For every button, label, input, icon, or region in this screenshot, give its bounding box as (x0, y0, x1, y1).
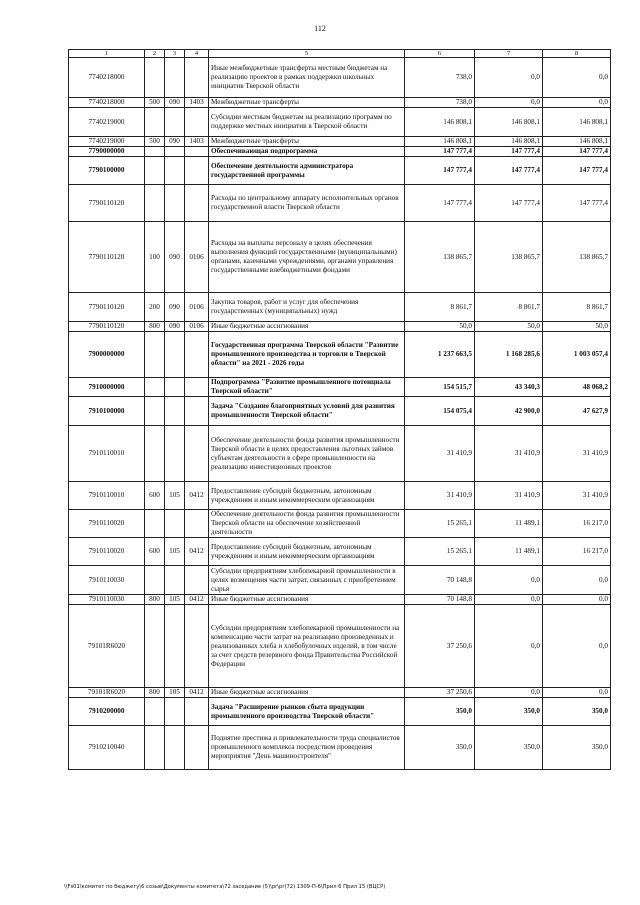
code-cell: 7910110010 (69, 482, 145, 510)
description-cell: Иные межбюджетные трансферты местным бюджетам на реализацию проектов в рамках поддержки школьных инициатив Тверской области (209, 58, 405, 98)
kvr-cell: 800 (145, 322, 165, 332)
kvr-cell: 800 (145, 688, 165, 698)
value-2024-cell: 738,0 (405, 98, 475, 108)
value-2024-cell: 350,0 (405, 698, 475, 726)
table-row (69, 605, 611, 688)
code-cell: 7910110010 (69, 426, 145, 482)
value-2024-cell: 1 237 663,5 (405, 332, 475, 378)
code-cell: 7910110030 (69, 566, 145, 595)
value-2026-cell: 8 861,7 (543, 293, 611, 322)
table-row (69, 58, 611, 98)
kvr-cell: 500 (145, 137, 165, 147)
section-cell (185, 147, 209, 157)
kvr-cell: 200 (145, 293, 165, 322)
value-2024-cell: 147 777,4 (405, 157, 475, 185)
section-cell: 0412 (185, 538, 209, 566)
code-cell: 7740218000 (69, 98, 145, 108)
value-2024-cell: 8 861,7 (405, 293, 475, 322)
value-2026-cell: 146 808,1 (543, 137, 611, 147)
table-row (69, 157, 611, 185)
description-cell: Обеспечивающая подпрограмма (209, 147, 405, 157)
gr-cell: 105 (165, 595, 185, 605)
value-2024-cell: 350,0 (405, 726, 475, 770)
value-2025-cell: 0,0 (475, 566, 543, 595)
code-cell: 7790110120 (69, 185, 145, 222)
value-2024-cell: 154 075,4 (405, 397, 475, 426)
value-2026-cell: 350,0 (543, 698, 611, 726)
value-2026-cell: 48 068,2 (543, 378, 611, 397)
kvr-cell: 100 (145, 222, 165, 293)
section-cell: 0412 (185, 482, 209, 510)
value-2024-cell: 147 777,4 (405, 147, 475, 157)
value-2024-cell: 70 148,8 (405, 566, 475, 595)
value-2024-cell: 146 808,1 (405, 108, 475, 137)
table-row (69, 688, 611, 698)
code-cell: 7910210040 (69, 726, 145, 770)
table-row (69, 566, 611, 595)
description-cell: Предоставление субсидий бюджетным, автономным учреждениям и иным некоммерческим организациям (209, 482, 405, 510)
value-2025-cell: 147 777,4 (475, 185, 543, 222)
code-cell: 7910110020 (69, 510, 145, 538)
header-cell: 7 (475, 50, 543, 58)
description-cell: Государственная программа Тверской области "Развитие промышленного производства и торговли в Тверской области" на 2021 - 2026 годы (209, 332, 405, 378)
value-2025-cell: 138 865,7 (475, 222, 543, 293)
kvr-cell (145, 397, 165, 426)
table-row (69, 98, 611, 108)
page-number: 112 (314, 24, 326, 33)
value-2026-cell: 31 410,9 (543, 426, 611, 482)
value-2025-cell: 147 777,4 (475, 147, 543, 157)
value-2025-cell: 146 808,1 (475, 108, 543, 137)
header-cell: 6 (405, 50, 475, 58)
gr-cell: 090 (165, 137, 185, 147)
table-row (69, 332, 611, 378)
gr-cell (165, 698, 185, 726)
description-cell: Обеспечение деятельности администратора государственной программы (209, 157, 405, 185)
description-cell: Обеспечение деятельности фонда развития промышленности Тверской области в целях предоставления льготных займов субъектам деятельности в сфере промышленности на реализацию инвестиционных проектов (209, 426, 405, 482)
file-path-footer: \\Fs01\комитет по бюджету\6 созыв\Документы комитета\72 заседание (5)\pr\pr(72) 1309-П-6\Прил 6 Прил 15 (ВЦСР) (64, 884, 386, 890)
header-cell: 1 (69, 50, 145, 58)
gr-cell (165, 726, 185, 770)
section-cell (185, 58, 209, 98)
value-2026-cell: 47 627,9 (543, 397, 611, 426)
description-cell: Расходы по центральному аппарату исполнительных органов государственной власти Тверской области (209, 185, 405, 222)
kvr-cell: 600 (145, 538, 165, 566)
gr-cell (165, 58, 185, 98)
value-2025-cell: 8 861,7 (475, 293, 543, 322)
code-cell: 7790110120 (69, 222, 145, 293)
value-2026-cell: 0,0 (543, 58, 611, 98)
section-cell (185, 332, 209, 378)
budget-table (68, 49, 611, 770)
table-row (69, 698, 611, 726)
description-cell: Субсидии предприятиям хлебопекарной промышленности на компенсацию части затрат на реализацию произведенных и реализованных хлеба и хлебобулочных изделий, в том числе за счет средств резервного фонда Правительства Российской Федерации (209, 605, 405, 688)
code-cell: 7910000000 (69, 378, 145, 397)
section-cell (185, 510, 209, 538)
kvr-cell: 600 (145, 482, 165, 510)
kvr-cell (145, 147, 165, 157)
section-cell: 0412 (185, 595, 209, 605)
value-2025-cell: 350,0 (475, 726, 543, 770)
value-2026-cell: 0,0 (543, 98, 611, 108)
gr-cell: 090 (165, 222, 185, 293)
gr-cell (165, 397, 185, 426)
kvr-cell: 500 (145, 98, 165, 108)
kvr-cell (145, 108, 165, 137)
section-cell (185, 726, 209, 770)
gr-cell (165, 332, 185, 378)
value-2025-cell: 11 489,1 (475, 510, 543, 538)
table-row (69, 322, 611, 332)
header-cell: 2 (145, 50, 165, 58)
section-cell (185, 108, 209, 137)
code-cell: 7790110120 (69, 293, 145, 322)
section-cell: 0106 (185, 222, 209, 293)
gr-cell: 090 (165, 98, 185, 108)
header-cell: 8 (543, 50, 611, 58)
gr-cell (165, 147, 185, 157)
section-cell (185, 397, 209, 426)
value-2025-cell: 0,0 (475, 58, 543, 98)
description-cell: Обеспечение деятельности фонда развития промышленности Тверской области на обеспечение хозяйственной деятельности (209, 510, 405, 538)
gr-cell (165, 605, 185, 688)
kvr-cell (145, 378, 165, 397)
table-row (69, 595, 611, 605)
gr-cell (165, 185, 185, 222)
section-cell: 0106 (185, 322, 209, 332)
value-2026-cell: 147 777,4 (543, 157, 611, 185)
table-row (69, 538, 611, 566)
description-cell: Субсидии предприятиям хлебопекарной промышленности в целях возмещения части затрат, связанных с приобретением сырья (209, 566, 405, 595)
gr-cell: 105 (165, 688, 185, 698)
table-row (69, 510, 611, 538)
gr-cell: 105 (165, 538, 185, 566)
value-2024-cell: 15 265,1 (405, 510, 475, 538)
kvr-cell (145, 185, 165, 222)
section-cell: 1403 (185, 98, 209, 108)
section-cell (185, 605, 209, 688)
description-cell: Иные бюджетные ассигнования (209, 688, 405, 698)
kvr-cell (145, 157, 165, 185)
section-cell (185, 185, 209, 222)
value-2026-cell: 0,0 (543, 566, 611, 595)
table-header-row (69, 50, 611, 58)
code-cell: 7900000000 (69, 332, 145, 378)
gr-cell (165, 566, 185, 595)
value-2025-cell: 50,0 (475, 322, 543, 332)
code-cell: 79101R6020 (69, 688, 145, 698)
code-cell: 7910200000 (69, 698, 145, 726)
gr-cell (165, 426, 185, 482)
description-cell: Задача "Расширение рынков сбыта продукции промышленного производства Тверской области" (209, 698, 405, 726)
code-cell: 7740219000 (69, 108, 145, 137)
kvr-cell (145, 332, 165, 378)
code-cell: 7790000000 (69, 147, 145, 157)
description-cell: Задача "Создание благоприятных условий для развития промышленности Тверской области" (209, 397, 405, 426)
code-cell: 7740219000 (69, 137, 145, 147)
value-2024-cell: 138 865,7 (405, 222, 475, 293)
description-cell: Субсидии местным бюджетам на реализацию программ по поддержке местных инициатив в Тверской области (209, 108, 405, 137)
gr-cell (165, 157, 185, 185)
kvr-cell (145, 726, 165, 770)
table-row (69, 147, 611, 157)
description-cell: Межбюджетные трансферты (209, 137, 405, 147)
description-cell: Межбюджетные трансферты (209, 98, 405, 108)
value-2026-cell: 350,0 (543, 726, 611, 770)
value-2026-cell: 1 003 057,4 (543, 332, 611, 378)
value-2026-cell: 31 410,9 (543, 482, 611, 510)
value-2025-cell: 11 489,1 (475, 538, 543, 566)
description-cell: Иные бюджетные ассигнования (209, 322, 405, 332)
value-2025-cell: 0,0 (475, 688, 543, 698)
gr-cell: 090 (165, 322, 185, 332)
value-2024-cell: 37 250,6 (405, 688, 475, 698)
table-row (69, 293, 611, 322)
value-2024-cell: 31 410,9 (405, 426, 475, 482)
table-row (69, 222, 611, 293)
section-cell: 0106 (185, 293, 209, 322)
table-row (69, 185, 611, 222)
table-row (69, 426, 611, 482)
table-row (69, 397, 611, 426)
description-cell: Иные бюджетные ассигнования (209, 595, 405, 605)
kvr-cell (145, 698, 165, 726)
value-2025-cell: 0,0 (475, 595, 543, 605)
value-2024-cell: 146 808,1 (405, 137, 475, 147)
value-2024-cell: 70 148,8 (405, 595, 475, 605)
table-row (69, 482, 611, 510)
table-row (69, 137, 611, 147)
code-cell: 7910110020 (69, 538, 145, 566)
description-cell: Подпрограмма "Развитие промышленного потенциала Тверской области" (209, 378, 405, 397)
code-cell: 7910100000 (69, 397, 145, 426)
value-2024-cell: 147 777,4 (405, 185, 475, 222)
value-2025-cell: 43 340,3 (475, 378, 543, 397)
value-2026-cell: 50,0 (543, 322, 611, 332)
kvr-cell (145, 58, 165, 98)
code-cell: 7790110120 (69, 322, 145, 332)
value-2026-cell: 0,0 (543, 688, 611, 698)
value-2026-cell: 0,0 (543, 595, 611, 605)
value-2026-cell: 138 865,7 (543, 222, 611, 293)
value-2025-cell: 31 410,9 (475, 482, 543, 510)
gr-cell: 090 (165, 293, 185, 322)
gr-cell (165, 510, 185, 538)
value-2024-cell: 50,0 (405, 322, 475, 332)
section-cell: 1403 (185, 137, 209, 147)
gr-cell (165, 108, 185, 137)
gr-cell: 105 (165, 482, 185, 510)
code-cell: 79101R6020 (69, 605, 145, 688)
section-cell (185, 426, 209, 482)
code-cell: 7740218000 (69, 58, 145, 98)
description-cell: Расходы на выплаты персоналу в целях обеспечения выполнения функций государственными (муниципальными) органами, казенными учреждениями, органами управления государственными внебюджетными фондами (209, 222, 405, 293)
section-cell (185, 378, 209, 397)
value-2026-cell: 147 777,4 (543, 147, 611, 157)
value-2025-cell: 42 900,0 (475, 397, 543, 426)
value-2024-cell: 15 265,1 (405, 538, 475, 566)
value-2025-cell: 350,0 (475, 698, 543, 726)
code-cell: 7910110030 (69, 595, 145, 605)
description-cell: Поднятие престижа и привлекательности труда специалистов промышленного комплекса посредством проведения мероприятия "День машиностроителя" (209, 726, 405, 770)
kvr-cell: 800 (145, 595, 165, 605)
value-2025-cell: 31 410,9 (475, 426, 543, 482)
section-cell (185, 566, 209, 595)
description-cell: Закупка товаров, работ и услуг для обеспечения государственных (муниципальных) нужд (209, 293, 405, 322)
table-row (69, 378, 611, 397)
section-cell (185, 157, 209, 185)
section-cell (185, 698, 209, 726)
value-2026-cell: 0,0 (543, 605, 611, 688)
value-2026-cell: 16 217,0 (543, 538, 611, 566)
table-row (69, 108, 611, 137)
header-cell: 4 (185, 50, 209, 58)
kvr-cell (145, 605, 165, 688)
header-cell: 3 (165, 50, 185, 58)
header-cell: 5 (209, 50, 405, 58)
code-cell: 7790100000 (69, 157, 145, 185)
value-2025-cell: 1 168 285,6 (475, 332, 543, 378)
value-2024-cell: 31 410,9 (405, 482, 475, 510)
value-2026-cell: 146 808,1 (543, 108, 611, 137)
value-2024-cell: 738,0 (405, 58, 475, 98)
gr-cell (165, 378, 185, 397)
value-2025-cell: 0,0 (475, 605, 543, 688)
value-2026-cell: 16 217,0 (543, 510, 611, 538)
value-2025-cell: 146 808,1 (475, 137, 543, 147)
value-2026-cell: 147 777,4 (543, 185, 611, 222)
kvr-cell (145, 566, 165, 595)
value-2024-cell: 37 250,6 (405, 605, 475, 688)
value-2025-cell: 0,0 (475, 98, 543, 108)
kvr-cell (145, 426, 165, 482)
kvr-cell (145, 510, 165, 538)
value-2024-cell: 154 515,7 (405, 378, 475, 397)
table-row (69, 726, 611, 770)
section-cell: 0412 (185, 688, 209, 698)
value-2025-cell: 147 777,4 (475, 157, 543, 185)
description-cell: Предоставление субсидий бюджетным, автономным учреждениям и иным некоммерческим организациям (209, 538, 405, 566)
